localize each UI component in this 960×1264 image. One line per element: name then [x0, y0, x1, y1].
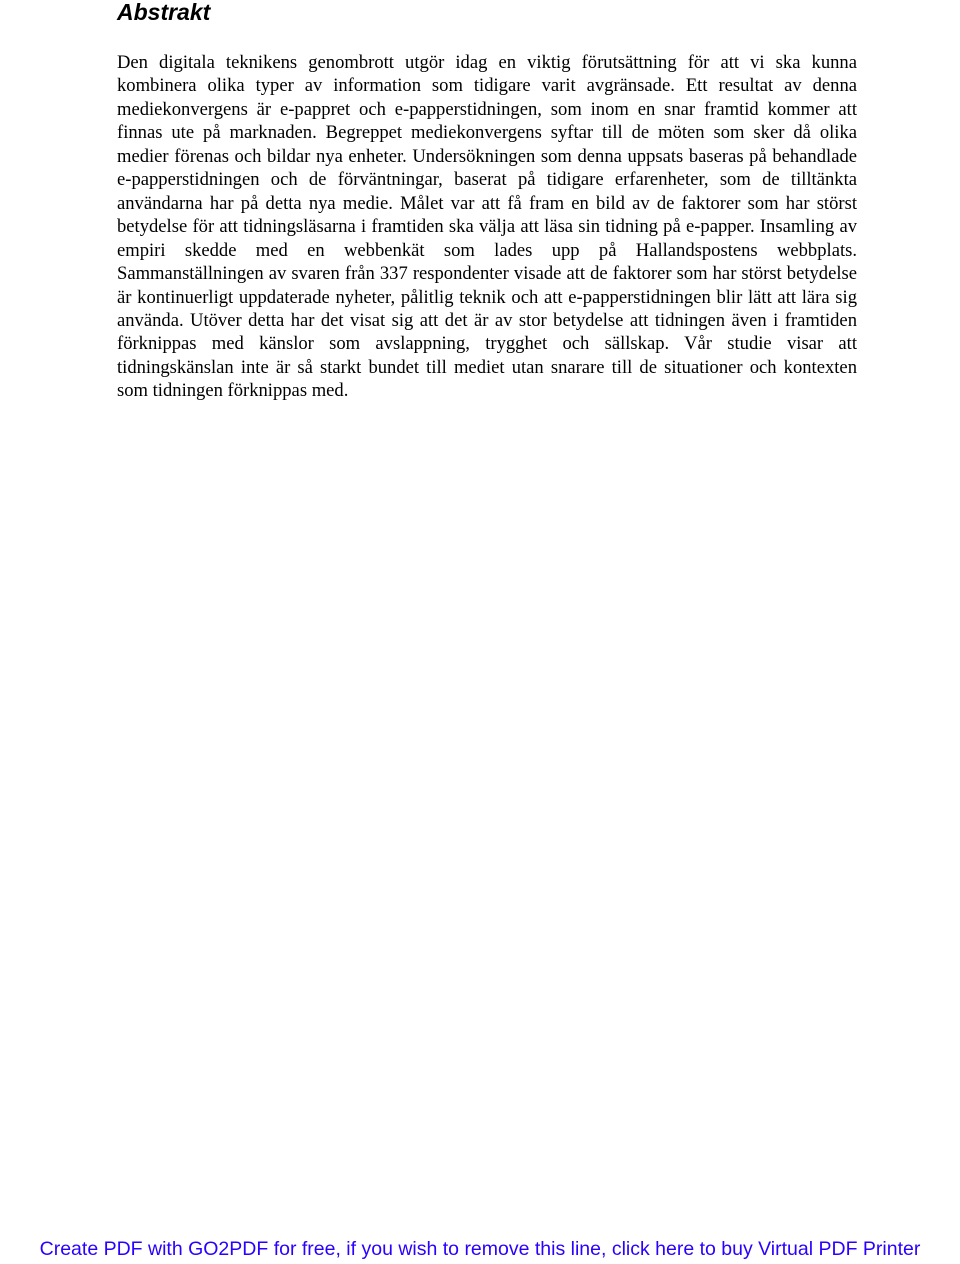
- abstract-paragraph: Den digitala teknikens genombrott utgör idag en viktig förutsättning för att vi ska kunna kombinera olika typer av information som tidigare varit avgränsade. Ett resultat av denna mediekonvergens är e-pappret och e-papperstidningen, som inom en snar framtid kommer att finnas ute på marknaden. Begreppet mediekonvergens syftar till de möten som sker då olika medier förenas och bildar nya enheter. Undersökningen som denna uppsats baseras på behandlade e-papperstidningen och de förväntningar, baserat på tidigare erfarenheter, som de tilltänkta användarna har på detta nya medie. Målet var att få fram en bild av de faktorer som har störst betydelse för att tidningsläsarna i framtiden ska välja att läsa sin tidning på e-papper. Insamling av empiri skedde med en webbenkät som lades upp på Hallandspostens webbplats. Sammanställningen av svaren från 337 respondenter visade att de faktorer som har störst betydelse är kontinuerligt uppdaterade nyheter, pålitlig teknik och att e-papperstidningen blir lätt att lära sig använda. Utöver detta har det visat sig att det är av stor betydelse att tidningen även i framtiden förknippas med känslor som avslappning, trygghet och sällskap. Vår studie visar att tidningskänslan inte är så starkt bundet till mediet utan snarare till de situationer och kontexten som tidningen förknippas med.: [117, 52, 857, 402]
- abstract-heading: Abstrakt: [117, 0, 211, 25]
- go2pdf-promo-link[interactable]: Create PDF with GO2PDF for free, if you wish to remove this line, click here to buy Virtual PDF Printer: [39, 1238, 921, 1260]
